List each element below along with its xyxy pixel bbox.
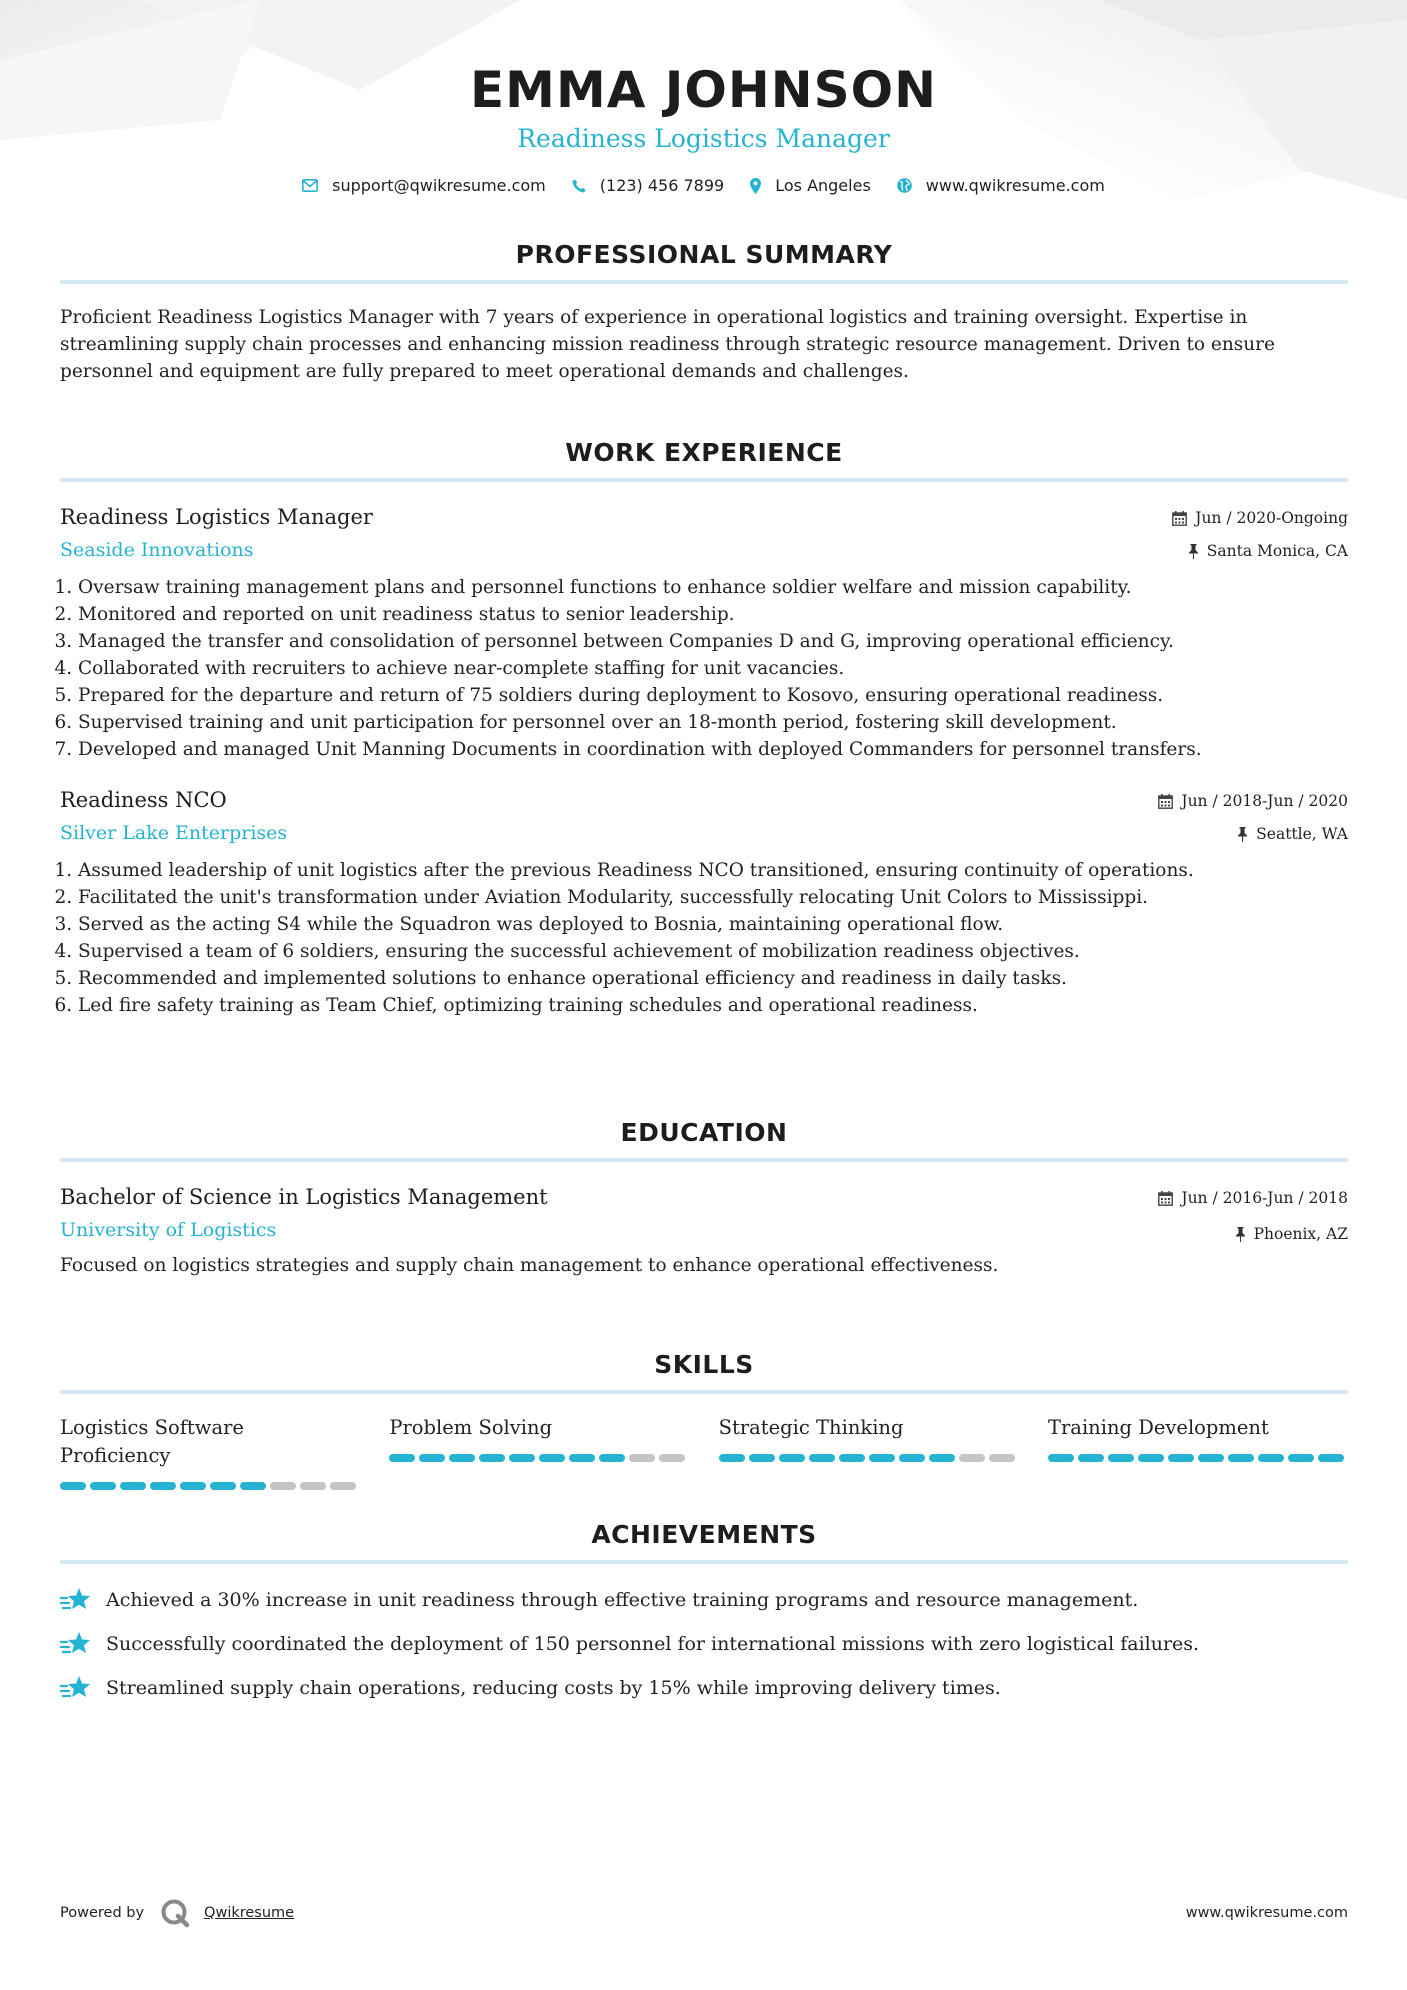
achievement-text: Successfully coordinated the deployment of 150 personnel for international missions with zero logistical failures.	[106, 1633, 1200, 1655]
skill-segment-filled	[419, 1454, 445, 1462]
education-location	[1158, 1222, 1348, 1246]
skill-segment-filled	[779, 1454, 805, 1462]
shooting-star-icon	[60, 1586, 92, 1614]
section-divider	[60, 478, 1348, 482]
degree-title: Bachelor of Science in Logistics Management	[60, 1185, 548, 1209]
experience-section	[60, 436, 1348, 1019]
list-item	[60, 1674, 1348, 1702]
skill-segment-filled	[1138, 1454, 1164, 1462]
skill-segment-filled	[749, 1454, 775, 1462]
skills-heading: SKILLS	[654, 1350, 754, 1379]
skill-segment-filled	[1168, 1454, 1194, 1462]
education-entry	[60, 1182, 1348, 1279]
skill-name: Strategic Thinking	[718, 1416, 904, 1439]
job-date	[1172, 506, 1348, 530]
shooting-star-icon	[60, 1630, 92, 1658]
job-role: Readiness Logistics Manager	[60, 505, 373, 529]
skill-item	[719, 1414, 1019, 1490]
list-item: 2. Monitored and reported on unit readiness status to senior leadership.	[78, 601, 1348, 628]
skill-segment-filled	[1258, 1454, 1284, 1462]
skill-segment-filled	[210, 1482, 236, 1490]
globe-icon	[897, 178, 912, 193]
list-item: 7. Developed and managed Unit Manning Documents in coordination with deployed Commanders for personnel transfers.	[78, 736, 1348, 763]
list-item: 3. Served as the acting S4 while the Squadron was deployed to Bosnia, maintaining operational flow.	[78, 911, 1348, 938]
list-item: 5. Prepared for the departure and return of 75 soldiers during deployment to Kosovo, ensuring operational readiness.	[78, 682, 1348, 709]
skill-segment-filled	[1048, 1454, 1074, 1462]
qwikresume-link[interactable]: Qwikresume	[204, 1905, 295, 1921]
achievement-text: Achieved a 30% increase in unit readiness through effective training programs and resource management.	[106, 1589, 1139, 1611]
skill-level-bar	[389, 1454, 689, 1462]
job-entry	[60, 502, 1348, 763]
achievements-heading: ACHIEVEMENTS	[591, 1520, 817, 1549]
school-name: University of Logistics	[60, 1219, 277, 1241]
skill-segment-filled	[539, 1454, 565, 1462]
job-location	[1172, 539, 1348, 563]
skill-level-bar	[60, 1482, 360, 1490]
skill-segment-filled	[569, 1454, 595, 1462]
job-entry	[60, 785, 1348, 1019]
job-bullets	[60, 857, 1348, 1019]
pin-icon	[1235, 1227, 1246, 1242]
skill-segment-filled	[479, 1454, 505, 1462]
summary-heading: PROFESSIONAL SUMMARY	[515, 240, 893, 269]
list-item: 5. Recommended and implemented solutions to enhance operational efficiency and readiness in daily tasks.	[78, 965, 1348, 992]
contact-email[interactable]	[302, 176, 546, 195]
list-item: 3. Managed the transfer and consolidation of personnel between Companies D and G, improving operational efficiency.	[78, 628, 1348, 655]
website-text: www.qwikresume.com	[925, 176, 1105, 195]
summary-text: Proficient Readiness Logistics Manager with 7 years of experience in operational logistics and training oversight. Expertise in streamlining supply chain processes and enhancing mission readiness through strategic resource management. Driven to ensure personnel and equipment are fully prepared to meet operational demands and challenges.	[60, 307, 1275, 382]
candidate-title: Readiness Logistics Manager	[517, 124, 890, 153]
skill-segment-empty	[330, 1482, 356, 1490]
skill-segment-empty	[659, 1454, 685, 1462]
skill-segment-filled	[60, 1482, 86, 1490]
footer-website[interactable]: www.qwikresume.com	[1185, 1905, 1348, 1921]
skill-segment-filled	[449, 1454, 475, 1462]
skill-level-bar	[1048, 1454, 1348, 1462]
calendar-icon	[1158, 1191, 1173, 1206]
skill-segment-filled	[509, 1454, 535, 1462]
list-item: 1. Assumed leadership of unit logistics after the previous Readiness NCO transitioned, ensuring continuity of operations.	[78, 857, 1348, 884]
achievements-section	[60, 1518, 1348, 1702]
skill-segment-filled	[1318, 1454, 1344, 1462]
skill-segment-empty	[989, 1454, 1015, 1462]
resume-header	[0, 0, 1407, 195]
skill-segment-empty	[629, 1454, 655, 1462]
achievements-list	[60, 1586, 1348, 1702]
skill-segment-filled	[120, 1482, 146, 1490]
skill-segment-filled	[1078, 1454, 1104, 1462]
achievement-text: Streamlined supply chain operations, reducing costs by 15% while improving delivery times.	[106, 1677, 1001, 1699]
skill-name: Training Development	[1047, 1416, 1269, 1439]
experience-heading: WORK EXPERIENCE	[565, 438, 843, 467]
skill-segment-empty	[959, 1454, 985, 1462]
job-date-text: Jun / 2020-Ongoing	[1195, 509, 1348, 527]
list-item: 6. Supervised training and unit participation for personnel over an 18-month period, fostering skill development.	[78, 709, 1348, 736]
skill-segment-filled	[1108, 1454, 1134, 1462]
calendar-icon	[1172, 511, 1187, 526]
calendar-icon	[1158, 794, 1173, 809]
list-item	[60, 1586, 1348, 1614]
job-date-text: Jun / 2018-Jun / 2020	[1181, 792, 1348, 810]
skill-segment-filled	[809, 1454, 835, 1462]
list-item: 1. Oversaw training management plans and personnel functions to enhance soldier welfare and mission capability.	[78, 574, 1348, 601]
skill-segment-filled	[599, 1454, 625, 1462]
section-divider	[60, 280, 1348, 284]
education-date	[1158, 1186, 1348, 1210]
job-company: Seaside Innovations	[60, 539, 254, 561]
powered-by-label: Powered by	[60, 1905, 145, 1921]
envelope-icon	[302, 179, 318, 192]
list-item: 4. Collaborated with recruiters to achieve near-complete staffing for unit vacancies.	[78, 655, 1348, 682]
email-text: support@qwikresume.com	[332, 176, 546, 195]
skill-segment-filled	[869, 1454, 895, 1462]
skill-level-bar	[719, 1454, 1019, 1462]
candidate-name: EMMA JOHNSON	[470, 61, 937, 119]
skill-segment-filled	[90, 1482, 116, 1490]
job-location	[1158, 822, 1348, 846]
job-bullets	[60, 574, 1348, 763]
skills-section	[60, 1348, 1348, 1490]
list-item: 2. Facilitated the unit's transformation under Aviation Modularity, successfully relocating Unit Colors to Mississippi.	[78, 884, 1348, 911]
contact-location	[750, 176, 871, 195]
skill-segment-filled	[150, 1482, 176, 1490]
job-location-text: Santa Monica, CA	[1206, 542, 1348, 560]
pin-icon	[1188, 544, 1199, 559]
skill-name: Logistics Software Proficiency	[60, 1416, 244, 1467]
shooting-star-icon	[60, 1674, 92, 1702]
skill-segment-filled	[899, 1454, 925, 1462]
job-company: Silver Lake Enterprises	[60, 822, 288, 844]
contact-row	[0, 176, 1407, 195]
skill-segment-filled	[1228, 1454, 1254, 1462]
contact-website[interactable]	[897, 176, 1105, 195]
skill-segment-filled	[839, 1454, 865, 1462]
phone-text: (123) 456 7899	[599, 176, 725, 195]
summary-section	[60, 238, 1348, 385]
list-item: 6. Led fire safety training as Team Chief, optimizing training schedules and operational readiness.	[78, 992, 1348, 1019]
education-section	[60, 1116, 1348, 1279]
list-item	[60, 1630, 1348, 1658]
qwikresume-logo-icon	[160, 1898, 190, 1928]
skill-segment-filled	[1288, 1454, 1314, 1462]
page-footer	[60, 1898, 1348, 1928]
contact-phone[interactable]	[572, 176, 724, 195]
location-text: Los Angeles	[775, 176, 871, 195]
education-date-text: Jun / 2016-Jun / 2018	[1181, 1189, 1348, 1207]
skill-segment-filled	[389, 1454, 415, 1462]
education-heading: EDUCATION	[620, 1118, 788, 1147]
skill-segment-empty	[300, 1482, 326, 1490]
education-description: Focused on logistics strategies and supply chain management to enhance operational effectiveness.	[60, 1255, 999, 1276]
skill-item	[1048, 1414, 1348, 1490]
skill-name: Problem Solving	[389, 1416, 553, 1439]
skill-segment-filled	[929, 1454, 955, 1462]
skill-segment-filled	[1198, 1454, 1224, 1462]
map-pin-icon	[750, 178, 761, 194]
list-item: 4. Supervised a team of 6 soldiers, ensuring the successful achievement of mobilization readiness objectives.	[78, 938, 1348, 965]
phone-icon	[572, 179, 586, 193]
education-location-text: Phoenix, AZ	[1253, 1225, 1348, 1243]
skill-segment-filled	[180, 1482, 206, 1490]
skills-row	[60, 1414, 1348, 1490]
skill-segment-filled	[240, 1482, 266, 1490]
section-divider	[60, 1560, 1348, 1564]
skill-segment-empty	[270, 1482, 296, 1490]
skill-segment-filled	[719, 1454, 745, 1462]
job-date	[1158, 789, 1348, 813]
skill-item	[389, 1414, 689, 1490]
skill-item	[60, 1414, 360, 1490]
job-location-text: Seattle, WA	[1256, 825, 1348, 843]
powered-by	[60, 1898, 294, 1928]
pin-icon	[1237, 827, 1248, 842]
section-divider	[60, 1158, 1348, 1162]
job-role: Readiness NCO	[60, 788, 227, 812]
section-divider	[60, 1390, 1348, 1394]
